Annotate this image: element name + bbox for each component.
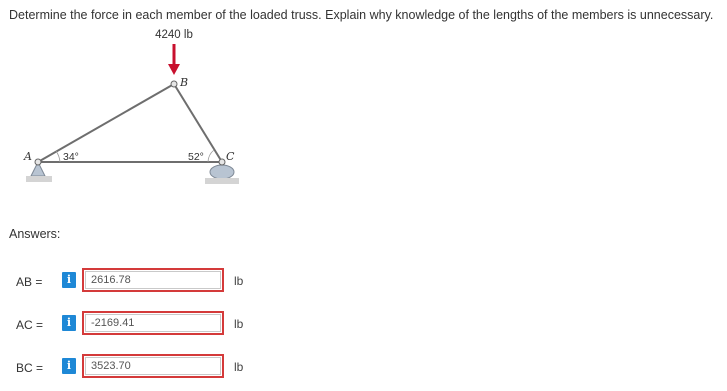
- info-icon[interactable]: i: [62, 315, 76, 331]
- answer-field-bc[interactable]: [82, 354, 224, 378]
- load-label: 4240 lb: [155, 29, 193, 41]
- answer-label-ac: AC =: [16, 318, 44, 332]
- unit-label-ab: lb: [234, 274, 244, 288]
- answer-field-ab[interactable]: [82, 268, 224, 292]
- answers-label: Answers:: [9, 227, 61, 241]
- info-icon[interactable]: i: [62, 358, 76, 374]
- info-icon[interactable]: i: [62, 272, 76, 288]
- angle-c-arc: [208, 150, 214, 162]
- load-arrow-head: [168, 64, 180, 75]
- angle-a-label: 34°: [63, 151, 79, 163]
- answer-value-bc[interactable]: 3523.70: [91, 360, 131, 372]
- answer-row-bc: [0, 354, 727, 380]
- answer-row-ac: [0, 311, 727, 337]
- joint-b-pin: [171, 81, 177, 87]
- answer-row-ab: [0, 268, 727, 294]
- member-ab: [38, 84, 174, 162]
- unit-label-ac: lb: [234, 317, 244, 331]
- answer-label-ab: AB =: [16, 275, 43, 289]
- angle-a-arc: [56, 151, 60, 162]
- joint-c-label: C: [226, 150, 235, 163]
- question-text: Determine the force in each member of the loaded truss. Explain why knowledge of the lengths of the members is unnecessary.: [9, 8, 714, 22]
- answer-value-ac[interactable]: -2169.41: [91, 317, 135, 329]
- unit-label-bc: lb: [234, 360, 244, 374]
- answer-field-ac[interactable]: [82, 311, 224, 335]
- joint-a-label: A: [24, 150, 32, 163]
- angle-c-label: 52°: [188, 151, 204, 163]
- joint-b-label: B: [180, 76, 189, 89]
- answer-label-bc: BC =: [16, 361, 44, 375]
- answer-value-ab[interactable]: 2616.78: [91, 274, 131, 286]
